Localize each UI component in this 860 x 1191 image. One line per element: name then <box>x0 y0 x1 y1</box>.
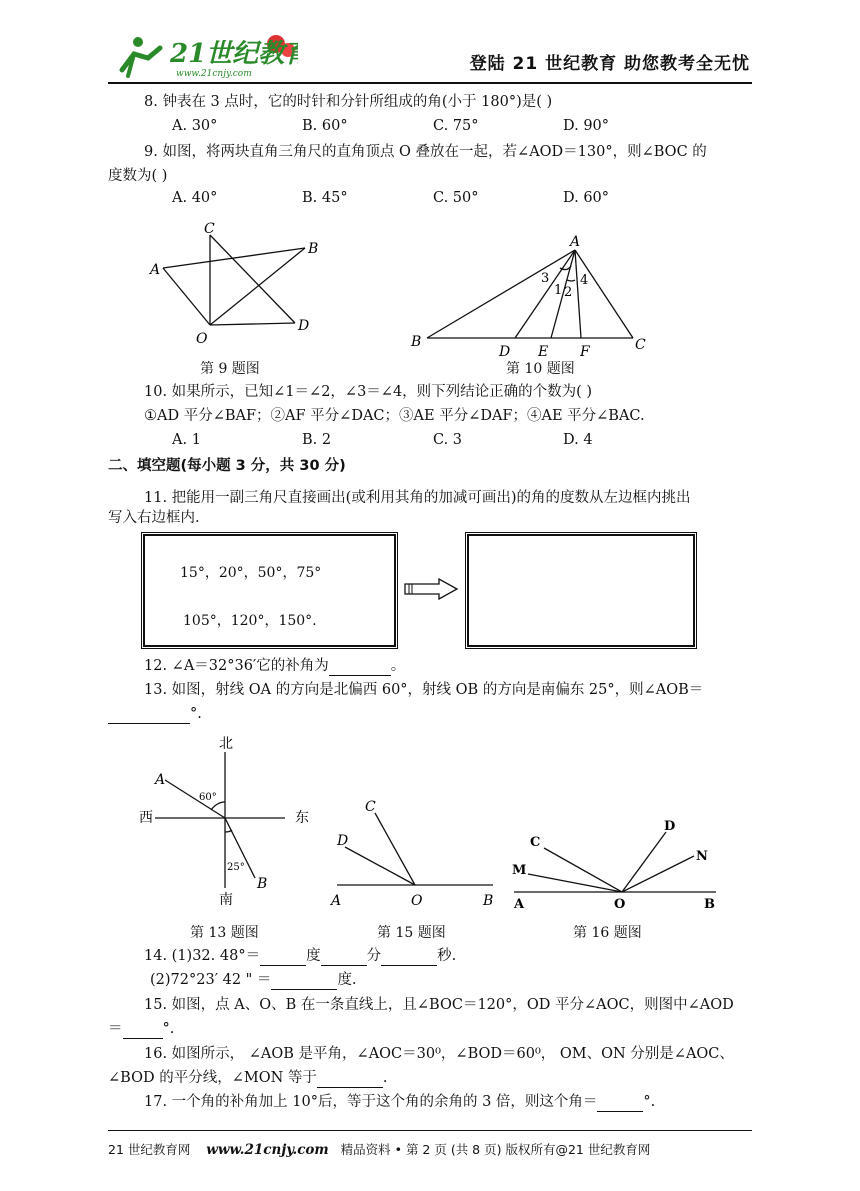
fig9-label-c: C <box>204 221 215 237</box>
logo-url: www.21cnjy.com <box>176 69 252 79</box>
header-slogan: 登陆 21 世纪教育 助您教考全无忧 <box>469 54 750 74</box>
fig9-label-a: A <box>150 262 161 278</box>
q11-stem-line1: 11. 把能用一副三角尺直接画出(或利用其角的加减可画出)的角的度数从左边框内挑出 <box>144 490 691 506</box>
logo-graphic <box>108 30 298 82</box>
footer-site-link[interactable]: www.21cnjy.com <box>206 1142 329 1158</box>
q14-part2 <box>150 970 357 990</box>
q15-eq: ＝ <box>108 1021 123 1037</box>
fig15-label-a: A <box>331 893 342 909</box>
fig9-label-o: O <box>196 331 208 347</box>
fig16-caption: 第 16 题图 <box>573 925 642 941</box>
fig16-label-n: N <box>696 849 708 864</box>
q16-stem-line1: 16. 如图所示， ∠AOB 是平角，∠AOC＝30⁰，∠BOD＝60⁰， OM、ON 分别是∠AOC、 <box>144 1046 734 1062</box>
fig10-label-3: 3 <box>541 271 550 286</box>
footer <box>108 1140 650 1160</box>
fig10-label-f: F <box>580 344 590 360</box>
q13-line2 <box>108 704 202 724</box>
q17-text: 17. 一个角的补角加上 10°后，等于这个角的余角的 3 倍，则这个角＝ <box>144 1094 598 1110</box>
q9-stem-line1: 9. 如图，将两块直角三角尺的直角顶点 O 叠放在一起，若∠AOD＝130°，则∠BOC 的 <box>144 144 707 160</box>
q15-stem-line1: 15. 如图，点 A、O、B 在一条直线上，且∠BOC＝120°，OD 平分∠AOC，则图中∠AOD <box>144 997 734 1013</box>
footer-org: 21 世纪教育网 <box>108 1142 191 1157</box>
fig10-caption: 第 10 题图 <box>506 361 575 377</box>
q16-line2 <box>108 1068 388 1088</box>
q14-degree-blank[interactable] <box>260 951 306 966</box>
q11-left-box <box>141 532 398 649</box>
fig9-caption: 第 9 题图 <box>200 361 260 377</box>
q8-option-d: D. 90° <box>563 118 610 134</box>
fig9-label-d: D <box>298 318 310 334</box>
fig13-angle-60: 60° <box>199 792 217 803</box>
q10-option-d: D. 4 <box>563 432 593 448</box>
fig13-north: 北 <box>219 736 233 752</box>
fig10-label-e: E <box>538 344 549 360</box>
figure-16 <box>508 818 723 913</box>
fig13-angle-25: 25° <box>227 862 245 873</box>
q11-left-line1: 15°，20°，50°，75° <box>180 565 322 581</box>
q8-option-c: C. 75° <box>433 118 479 134</box>
fig13-east: 东 <box>295 810 309 826</box>
fig15-label-c: C <box>365 799 376 815</box>
q14-part2-text: (2)72°23′ 42 " ＝ <box>150 972 272 988</box>
q14-part1-text: 14. (1)32. 48°＝ <box>144 948 261 964</box>
q14-minute-blank[interactable] <box>321 951 367 966</box>
fig10-label-a: A <box>570 234 581 250</box>
q11-left-line2: 105°，120°，150°. <box>183 613 317 629</box>
q8-option-b: B. 60° <box>302 118 348 134</box>
fig15-label-d: D <box>337 833 349 849</box>
figure-13 <box>135 730 325 905</box>
fig13-south: 南 <box>219 892 233 905</box>
fig16-label-d: D <box>664 819 676 834</box>
q13-tail: °. <box>190 706 202 722</box>
fig16-label-m: M <box>512 863 527 878</box>
q9-option-b: B. 45° <box>302 190 348 206</box>
fig16-label-a: A <box>514 897 525 912</box>
fig13-label-a: A <box>155 772 166 788</box>
fig15-caption: 第 15 题图 <box>377 925 446 941</box>
fig9-label-b: B <box>308 241 319 257</box>
q12-answer-blank[interactable] <box>329 661 391 676</box>
q15-tail: °. <box>162 1021 175 1037</box>
q8-option-a: A. 30° <box>172 118 218 134</box>
q9-option-c: C. 50° <box>433 190 479 206</box>
q13-answer-blank[interactable] <box>108 709 190 724</box>
q16-text: ∠BOD 的平分线，∠MON 等于 <box>108 1070 317 1086</box>
fig13-west: 西 <box>139 810 153 826</box>
q12-stem <box>144 656 405 676</box>
q16-answer-blank[interactable] <box>317 1073 383 1088</box>
fig10-label-d: D <box>499 344 511 360</box>
q11-answer-box[interactable] <box>465 532 697 649</box>
arrow-right-icon <box>403 578 459 600</box>
q14-minute-unit: 分 <box>366 948 382 964</box>
q10-option-a: A. 1 <box>172 432 201 448</box>
section-2-title: 二、填空题(每小题 3 分，共 30 分) <box>108 458 346 474</box>
q16-tail: . <box>382 1070 388 1086</box>
q10-stem: 10. 如果所示，已知∠1＝∠2，∠3＝∠4，则下列结论正确的个数为( ) <box>144 384 593 400</box>
q12-text: 12. ∠A＝32°36′它的补角为 <box>144 658 329 674</box>
fig16-label-c: C <box>530 835 541 850</box>
footer-rule <box>108 1130 752 1131</box>
figure-15 <box>325 795 505 910</box>
header-rule <box>108 82 752 84</box>
q8-stem: 8. 钟表在 3 点时，它的时针和分针所组成的角(小于 180°)是( ) <box>144 94 553 110</box>
q14-degree-unit: 度 <box>306 948 321 964</box>
q13-stem-line1: 13. 如图，射线 OA 的方向是北偏西 60°，射线 OB 的方向是南偏东 25°，则∠AOB＝ <box>144 682 704 698</box>
q9-option-d: D. 60° <box>563 190 610 206</box>
q11-stem-line2: 写入右边框内. <box>108 510 200 526</box>
figure-9 <box>140 215 340 355</box>
fig13-caption: 第 13 题图 <box>190 925 259 941</box>
fig15-label-b: B <box>483 893 494 909</box>
fig10-label-b: B <box>411 334 422 350</box>
q9-option-a: A. 40° <box>172 190 218 206</box>
fig15-label-o: O <box>411 893 423 909</box>
fig16-label-o: O <box>614 897 626 912</box>
fig10-label-1: 1 <box>554 283 563 298</box>
q14-part2-blank[interactable] <box>271 975 337 990</box>
q14-second-blank[interactable] <box>381 951 437 966</box>
logo-text: 21世纪教育 <box>170 39 298 69</box>
logo <box>108 30 298 82</box>
fig16-label-b: B <box>704 897 715 912</box>
fig10-label-c: C <box>635 337 646 353</box>
q17-stem <box>144 1092 655 1112</box>
q14-part1 <box>144 946 456 966</box>
q17-answer-blank[interactable] <box>597 1097 643 1112</box>
fig13-label-b: B <box>257 876 268 892</box>
q15-line2 <box>108 1019 174 1039</box>
q9-stem-line2: 度数为( ) <box>108 168 168 184</box>
q10-option-c: C. 3 <box>433 432 463 448</box>
q14-second-unit: 秒. <box>437 948 457 964</box>
figure-10 <box>405 230 655 360</box>
q12-tail: 。 <box>390 658 406 674</box>
q17-tail: °. <box>643 1094 656 1110</box>
fig10-label-4: 4 <box>580 273 589 288</box>
q15-answer-blank[interactable] <box>123 1024 163 1039</box>
q14-part2-unit: 度. <box>337 972 357 988</box>
q10-statements: ①AD 平分∠BAF；②AF 平分∠DAC；③AE 平分∠DAF；④AE 平分∠BAC. <box>144 408 645 424</box>
footer-info: 精品资料 • 第 2 页 (共 8 页) 版权所有@21 世纪教育网 <box>340 1142 651 1157</box>
q10-option-b: B. 2 <box>302 432 332 448</box>
fig10-label-2: 2 <box>564 285 573 300</box>
